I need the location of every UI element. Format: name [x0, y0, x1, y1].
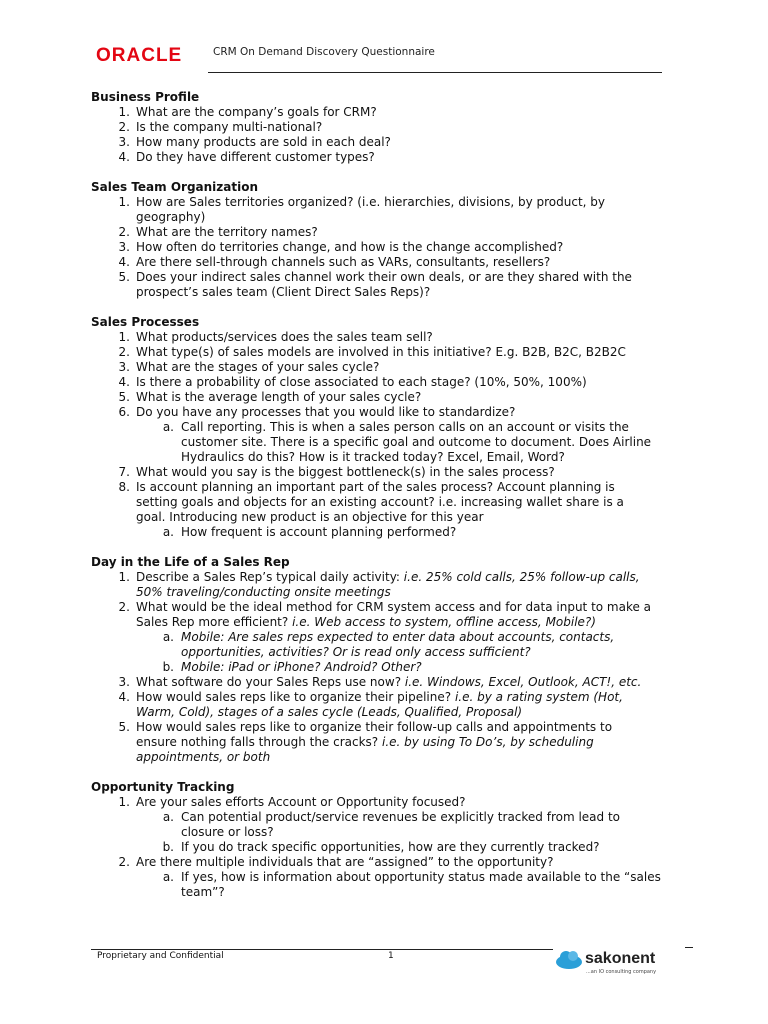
question-text: [136, 480, 656, 525]
question-example-text: i.e. Windows, Excel, Outlook, ACT!, etc.: [404, 675, 642, 689]
question: [91, 135, 691, 150]
question-plain-text: Are there multiple individuals that are “assigned” to the opportunity?: [136, 855, 554, 869]
section: [91, 780, 691, 900]
section-title: Day in the Life of a Sales Rep: [91, 555, 290, 569]
question-plain-text: What products/services does the sales team sell?: [136, 330, 433, 344]
list-marker: 2.: [118, 120, 130, 134]
question: [91, 345, 691, 360]
question-text: [181, 420, 661, 465]
list-marker: 6.: [118, 405, 130, 419]
section-title: Sales Processes: [91, 315, 200, 329]
question-plain-text: How would sales reps like to organize their pipeline?: [136, 690, 455, 704]
question-plain-text: Describe a Sales Rep’s typical daily activity:: [136, 570, 404, 584]
header-divider: [208, 72, 662, 73]
question-text: [136, 360, 656, 375]
question: [91, 105, 691, 120]
sub-question: [91, 525, 691, 540]
question: [91, 195, 691, 225]
list-marker: 4.: [118, 255, 130, 269]
question-plain-text: How often do territories change, and how is the change accomplished?: [136, 240, 564, 254]
question: [91, 150, 691, 165]
question-plain-text: How many products are sold in each deal?: [136, 135, 391, 149]
question-plain-text: Call reporting. This is when a sales person calls on an account or visits the customer site. There is a specific goal and outcome to document. Does Airline Hydraulics do this? How is it tracked today? Excel, Email, Word?: [181, 420, 652, 464]
question-text: [136, 345, 656, 360]
brand-name: sakonent: [585, 950, 656, 967]
question-text: [136, 600, 656, 630]
question-text: [136, 240, 656, 255]
question-text: [181, 630, 661, 660]
question-plain-text: Does your indirect sales channel work their own deals, or are they shared with the prospect’s sales team (Client Direct Sales Reps)?: [136, 270, 632, 299]
question: [91, 225, 691, 240]
question-text: [136, 465, 656, 480]
question-text: [136, 405, 656, 420]
sakonent-logo: [555, 944, 705, 980]
question-plain-text: If you do track specific opportunities, how are they currently tracked?: [181, 840, 600, 854]
list-marker: 5.: [118, 390, 130, 404]
question: [91, 675, 691, 690]
question: [91, 855, 691, 870]
list-marker: b.: [162, 840, 174, 854]
question-plain-text: How would sales reps like to organize their follow-up calls and appointments to ensure nothing falls through the cracks?: [136, 720, 613, 749]
section-title: Business Profile: [91, 90, 200, 104]
list-marker: a.: [162, 420, 174, 434]
question: [91, 390, 691, 405]
list-marker: 3.: [118, 360, 130, 374]
list-marker: 2.: [118, 855, 130, 869]
question-plain-text: Is the company multi-national?: [136, 120, 323, 134]
question: [91, 465, 691, 480]
question-text: [136, 570, 656, 600]
question-text: [136, 105, 656, 120]
list-marker: 2.: [118, 600, 130, 614]
question-text: [136, 120, 656, 135]
question-text: [136, 675, 656, 690]
question-example-text: Mobile: Are sales reps expected to enter data about accounts, contacts, opportunities, activities? Or is read only access sufficient?: [181, 630, 615, 659]
section: [91, 90, 691, 165]
list-marker: 4.: [118, 150, 130, 164]
question-example-text: i.e. 25% cold calls, 25% follow-up calls, 50% traveling/conducting onsite meetings: [136, 570, 640, 599]
question-plain-text: Are your sales efforts Account or Opportunity focused?: [136, 795, 466, 809]
question-text: [181, 660, 661, 675]
brand-tagline: ...an IO consulting company: [586, 969, 657, 975]
list-marker: b.: [162, 660, 174, 674]
footer-dash: [685, 947, 693, 948]
question: [91, 270, 691, 300]
question-plain-text: Do they have different customer types?: [136, 150, 375, 164]
list-marker: 8.: [118, 480, 130, 494]
list-marker: 4.: [118, 690, 130, 704]
questionnaire-body: [91, 88, 691, 915]
question: [91, 480, 691, 525]
question-plain-text: How are Sales territories organized? (i.e. hierarchies, divisions, by product, by geography): [136, 195, 606, 224]
list-marker: 3.: [118, 135, 130, 149]
question-plain-text: What are the stages of your sales cycle?: [136, 360, 380, 374]
question-example-text: i.e. Web access to system, offline access, Mobile?): [292, 615, 596, 629]
question-plain-text: What is the average length of your sales cycle?: [136, 390, 422, 404]
question: [91, 255, 691, 270]
list-marker: 3.: [118, 675, 130, 689]
list-marker: 1.: [118, 330, 130, 344]
section: [91, 555, 691, 765]
section: [91, 315, 691, 540]
question-text: [181, 870, 661, 900]
question-text: [136, 150, 656, 165]
oracle-logo: ORACLE: [96, 45, 183, 66]
question-plain-text: Can potential product/service revenues be explicitly tracked from lead to closure or loss?: [181, 810, 621, 839]
page-footer: [91, 944, 731, 984]
question-plain-text: What would be the ideal method for CRM system access and for data input to make a Sales Rep more efficient?: [136, 600, 652, 629]
list-marker: 5.: [118, 270, 130, 284]
list-marker: 7.: [118, 465, 130, 479]
question-text: [136, 225, 656, 240]
question-text: [181, 810, 661, 840]
sub-question: [91, 840, 691, 855]
question-text: [136, 690, 656, 720]
list-marker: 1.: [118, 795, 130, 809]
list-marker: a.: [162, 870, 174, 884]
question-text: [136, 330, 656, 345]
question-plain-text: What software do your Sales Reps use now?: [136, 675, 405, 689]
list-marker: a.: [162, 810, 174, 824]
question-plain-text: Are there sell-through channels such as VARs, consultants, resellers?: [136, 255, 551, 269]
question-plain-text: What are the company’s goals for CRM?: [136, 105, 377, 119]
list-marker: 1.: [118, 105, 130, 119]
question-text: [136, 375, 656, 390]
question-plain-text: What would you say is the biggest bottleneck(s) in the sales process?: [136, 465, 555, 479]
section-title: Sales Team Organization: [91, 180, 259, 194]
question: [91, 240, 691, 255]
footer-divider: [91, 949, 553, 950]
question-plain-text: If yes, how is information about opportunity status made available to the “sales team”?: [181, 870, 661, 899]
question: [91, 690, 691, 720]
list-marker: 3.: [118, 240, 130, 254]
question-text: [136, 795, 656, 810]
question-text: [136, 855, 656, 870]
list-marker: 5.: [118, 720, 130, 734]
question: [91, 795, 691, 810]
question-text: [136, 390, 656, 405]
sub-question: [91, 630, 691, 660]
section: [91, 180, 691, 300]
sub-question: [91, 420, 691, 465]
question: [91, 360, 691, 375]
question-text: [136, 255, 656, 270]
question-plain-text: What type(s) of sales models are involved in this initiative? E.g. B2B, B2C, B2B2C: [136, 345, 626, 359]
sub-question: [91, 870, 691, 900]
question-plain-text: How frequent is account planning performed?: [181, 525, 457, 539]
question-text: [136, 720, 656, 765]
sub-question: [91, 660, 691, 675]
question-text: [136, 270, 656, 300]
list-marker: 2.: [118, 345, 130, 359]
question: [91, 375, 691, 390]
question: [91, 600, 691, 630]
question-text: [181, 840, 661, 855]
question-plain-text: Is account planning an important part of the sales process? Account planning is setting goals and objects for an existing account? i.e. increasing wallet share is a goal. Introducing new product is an objective for this year: [136, 480, 624, 524]
question: [91, 405, 691, 420]
question-text: [181, 525, 661, 540]
question-plain-text: Do you have any processes that you would like to standardize?: [136, 405, 516, 419]
list-marker: 4.: [118, 375, 130, 389]
list-marker: 2.: [118, 225, 130, 239]
question-plain-text: Is there a probability of close associated to each stage? (10%, 50%, 100%): [136, 375, 587, 389]
section-title: Opportunity Tracking: [91, 780, 235, 794]
list-marker: a.: [162, 525, 174, 539]
page-header: [96, 42, 662, 74]
question-example-text: i.e. by using To Do’s, by scheduling appointments, or both: [136, 735, 594, 764]
list-marker: 1.: [118, 195, 130, 209]
confidentiality-note: Proprietary and Confidential: [97, 951, 224, 961]
page-number: 1: [388, 951, 394, 961]
question-text: [136, 195, 656, 225]
sub-question: [91, 810, 691, 840]
question-plain-text: What are the territory names?: [136, 225, 318, 239]
question: [91, 330, 691, 345]
question: [91, 570, 691, 600]
question: [91, 720, 691, 765]
document-title: CRM On Demand Discovery Questionnaire: [213, 46, 435, 58]
list-marker: 1.: [118, 570, 130, 584]
question-text: [136, 135, 656, 150]
cloud-icon: [555, 948, 583, 970]
list-marker: a.: [162, 630, 174, 644]
question-example-text: i.e. by a rating system (Hot, Warm, Cold), stages of a sales cycle (Leads, Qualified, Proposal): [136, 690, 623, 719]
question-example-text: Mobile: iPad or iPhone? Android? Other?: [181, 660, 422, 674]
question: [91, 120, 691, 135]
